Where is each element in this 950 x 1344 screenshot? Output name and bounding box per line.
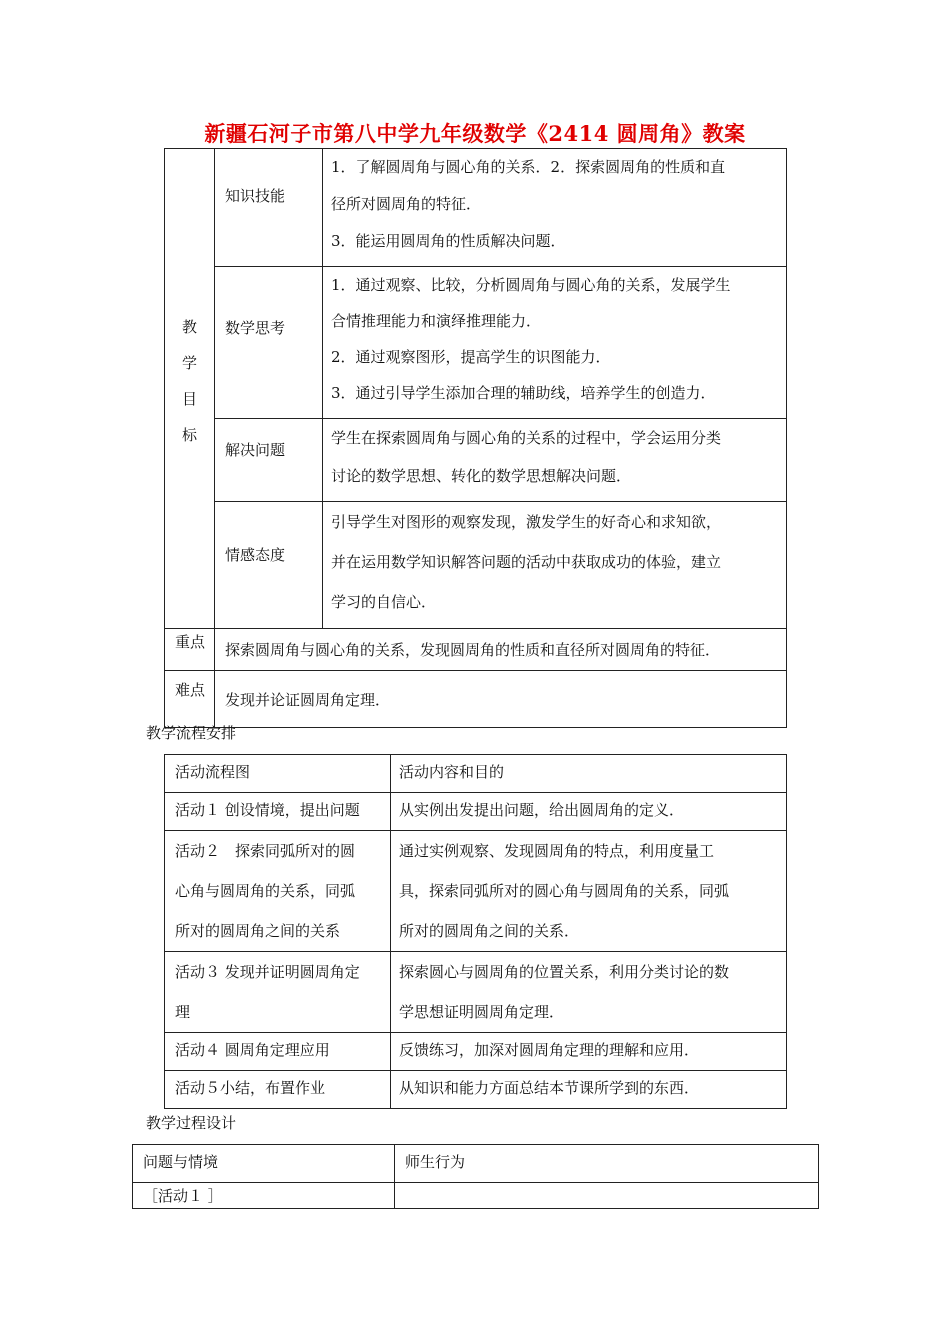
document-title: 新疆石河子市第八中学九年级数学《2414 圆周角》教案	[204, 121, 746, 146]
flow-activity-4: 活动４ 圆周角定理应用	[165, 1033, 391, 1071]
objective-label-problem: 解决问题	[215, 419, 323, 502]
process-activity-1: ［活动１ ］	[133, 1183, 395, 1209]
flow-header-activity: 活动流程图	[165, 755, 391, 793]
objectives-group-label: 教 学 目 标	[181, 318, 197, 444]
flow-activity-3: 活动３ 发现并证明圆周角定 理	[165, 952, 391, 1033]
key-point-label: 重点	[165, 629, 215, 671]
objective-label-thinking: 数学思考	[215, 267, 323, 419]
key-point-text: 探索圆周角与圆心角的关系，发现圆周角的性质和直径所对圆周角的特征．	[215, 629, 787, 671]
flow-content-5: 从知识和能力方面总结本节课所学到的东西．	[391, 1071, 787, 1109]
objective-content-attitude: 引导学生对图形的观察发现，激发学生的好奇心和求知欲， 并在运用数学知识解答问题的活动中获取成功的体验，建立 学习的自信心．	[323, 502, 787, 629]
flow-table	[164, 754, 787, 1109]
flow-heading: 教学流程安排	[146, 724, 237, 742]
flow-content-2: 通过实例观察、发现圆周角的特点，利用度量工 具，探索同弧所对的圆心角与圆周角的关系，同弧 所对的圆周角之间的关系．	[391, 831, 787, 952]
process-header-action: 师生行为	[395, 1145, 819, 1183]
objective-content-problem: 学生在探索圆周角与圆心角的关系的过程中，学会运用分类 讨论的数学思想、转化的数学思想解决问题．	[323, 419, 787, 502]
difficulty-label: 难点	[165, 671, 215, 728]
flow-activity-5: 活动５小结，布置作业	[165, 1071, 391, 1109]
process-table	[132, 1144, 819, 1209]
objectives-group-cell	[165, 149, 215, 629]
flow-content-1: 从实例出发提出问题，给出圆周角的定义．	[391, 793, 787, 831]
objective-label-knowledge: 知识技能	[215, 149, 323, 267]
objective-content-knowledge: 1．了解圆周角与圆心角的关系．2．探索圆周角的性质和直 径所对圆周角的特征． 3．能运用圆周角的性质解决问题．	[323, 149, 787, 267]
flow-content-3: 探索圆心与圆周角的位置关系，利用分类讨论的数 学思想证明圆周角定理．	[391, 952, 787, 1033]
flow-header-content: 活动内容和目的	[391, 755, 787, 793]
objective-content-thinking: 1．通过观察、比较，分析圆周角与圆心角的关系，发展学生 合情推理能力和演绎推理能力． 2．通过观察图形，提高学生的识图能力． 3．通过引导学生添加合理的辅助线，培养学生的创造力．	[323, 267, 787, 419]
process-heading: 教学过程设计	[146, 1114, 237, 1132]
process-action-1	[395, 1183, 819, 1209]
objectives-table	[164, 148, 787, 728]
flow-activity-2: 活动２ 探索同弧所对的圆 心角与圆周角的关系，同弧 所对的圆周角之间的关系	[165, 831, 391, 952]
process-header-situation: 问题与情境	[133, 1145, 395, 1183]
objective-label-attitude: 情感态度	[215, 502, 323, 629]
flow-content-4: 反馈练习，加深对圆周角定理的理解和应用．	[391, 1033, 787, 1071]
flow-activity-1: 活动１ 创设情境，提出问题	[165, 793, 391, 831]
difficulty-text: 发现并论证圆周角定理．	[215, 671, 787, 728]
